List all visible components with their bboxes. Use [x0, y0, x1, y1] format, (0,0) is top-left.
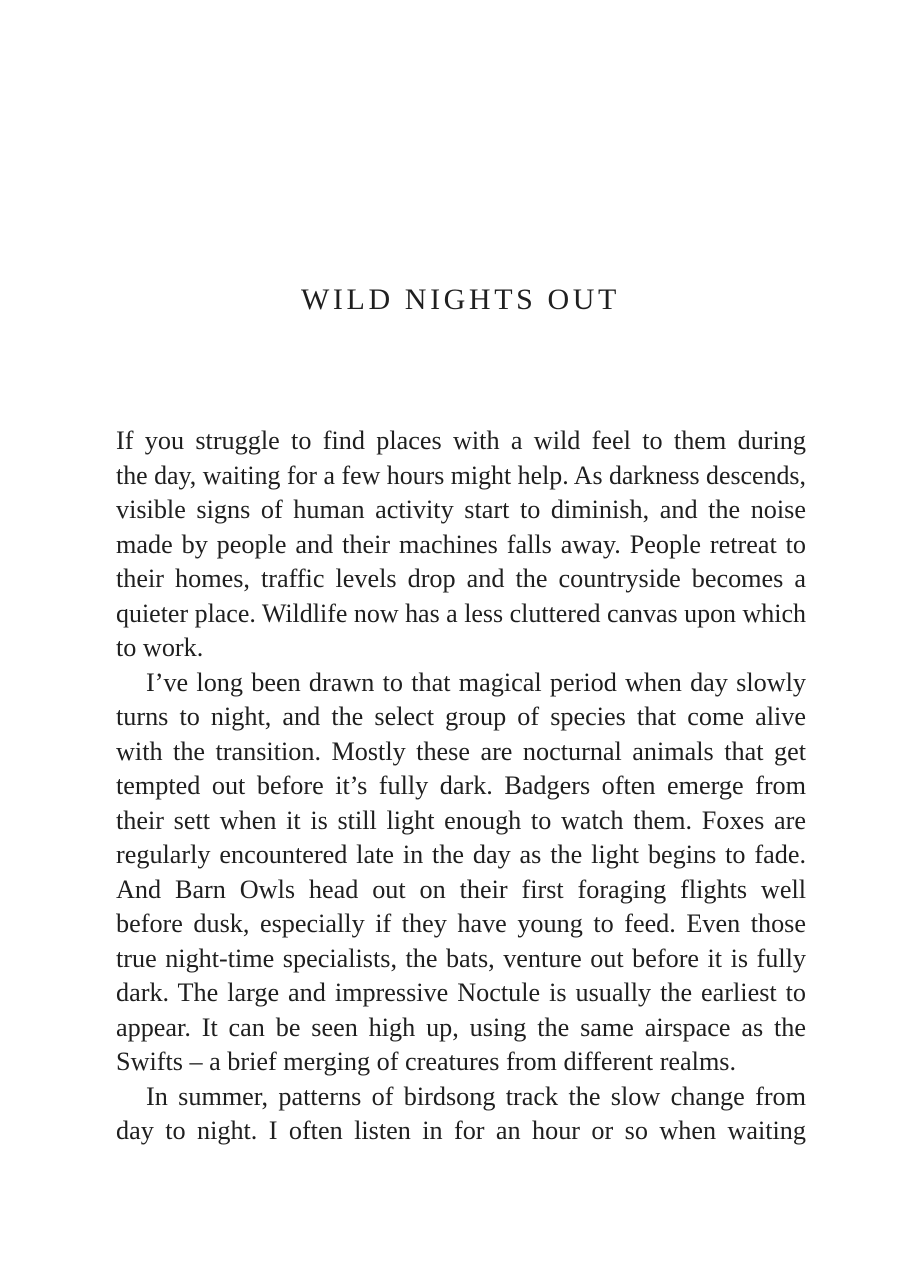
paragraph-2: [116, 666, 806, 1080]
text-line: And Barn Owls head out on their first foraging flights well: [116, 874, 806, 904]
text-line: before dusk, especially if they have young to feed. Even those: [116, 909, 806, 938]
text-line: made by people and their machines falls away. People retreat to: [116, 529, 806, 559]
text-line: the day, waiting for a few hours might help. As darkness descends,: [116, 460, 806, 490]
text-line: with the transition. Mostly these are nocturnal animals that get: [116, 736, 806, 766]
text-line: regularly encountered late in the day as the light begins to fade.: [116, 840, 806, 869]
text-line: their sett when it is still light enough to watch them. Foxes are: [116, 805, 806, 835]
text-line: Swifts – a brief merging of creatures from different realms.: [116, 1047, 737, 1076]
text-line: their homes, traffic levels drop and the countryside becomes a: [116, 564, 806, 593]
text-line: appear. It can be seen high up, using the same airspace as the: [116, 1012, 806, 1042]
text-line: day to night. I often listen in for an hour or so when waiting: [116, 1116, 806, 1145]
paragraph-1: [116, 424, 806, 666]
text-line: quieter place. Wildlife now has a less cluttered canvas upon which: [116, 598, 806, 628]
paragraph-3: [116, 1080, 806, 1149]
text-line: to work.: [116, 633, 204, 662]
text-line: dark. The large and impressive Noctule is usually the earliest to: [116, 978, 806, 1007]
body-text: [116, 424, 806, 1149]
text-line: I’ve long been drawn to that magical period when day slowly: [146, 667, 806, 697]
text-line: In summer, patterns of birdsong track the slow change from: [146, 1081, 806, 1111]
text-line: true night-time specialists, the bats, venture out before it is fully: [116, 943, 807, 973]
text-line: tempted out before it’s fully dark. Badgers often emerge from: [116, 771, 806, 800]
text-line: visible signs of human activity start to diminish, and the noise: [116, 495, 806, 524]
chapter-title: WILD NIGHTS OUT: [301, 283, 620, 316]
text-line: turns to night, and the select group of species that come alive: [116, 702, 806, 731]
text-line: If you struggle to find places with a wild feel to them during: [116, 426, 806, 455]
